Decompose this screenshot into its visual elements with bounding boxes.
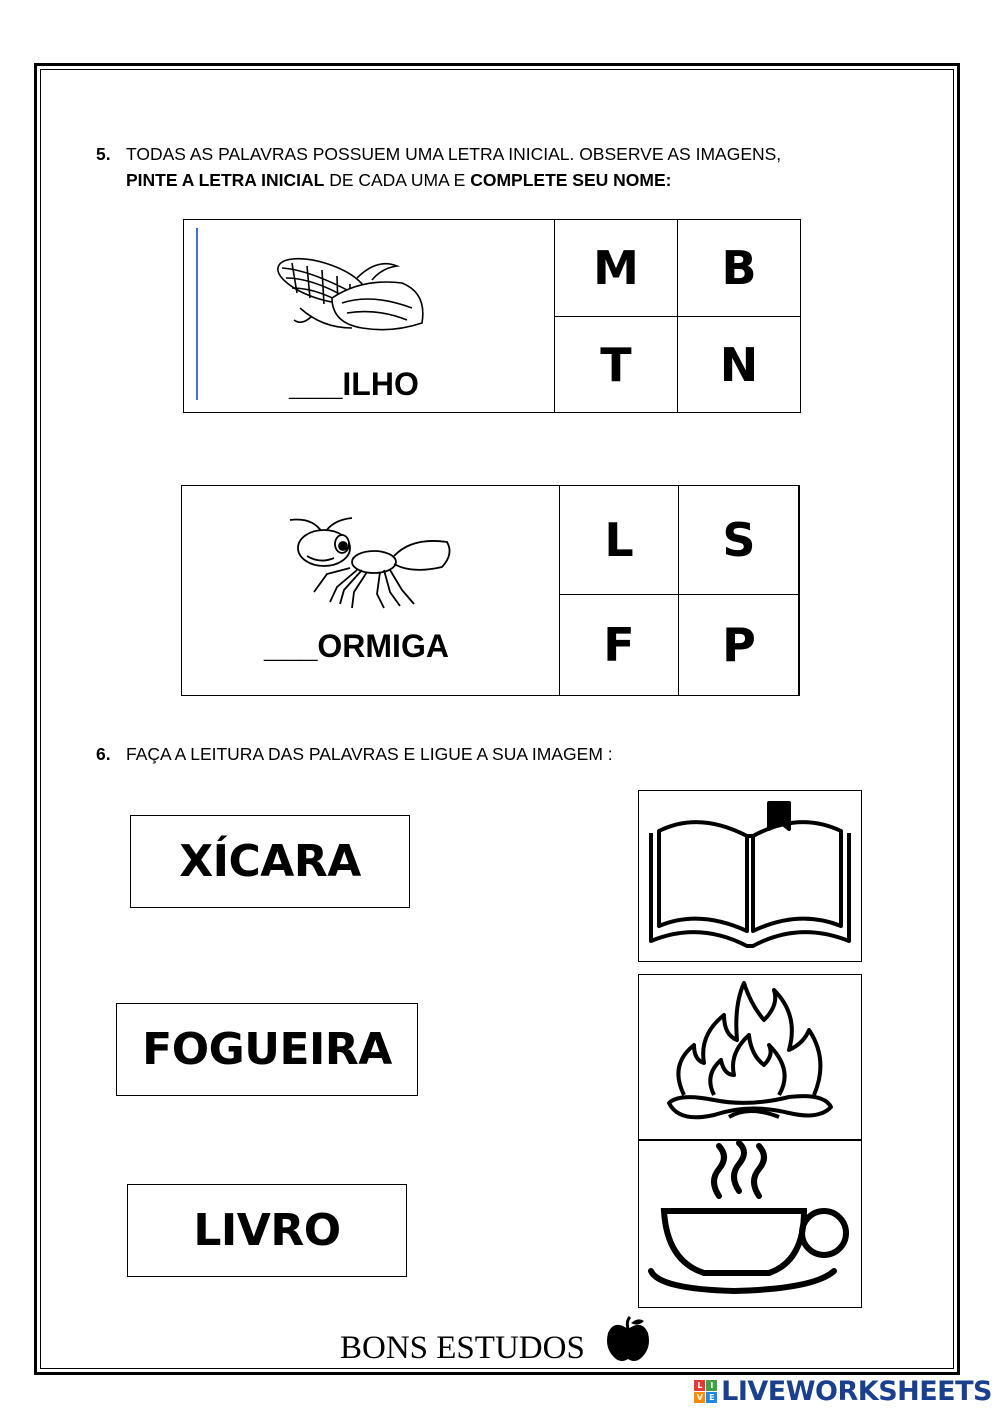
logo-letter: L bbox=[694, 1380, 705, 1391]
logo-letter: E bbox=[706, 1392, 717, 1403]
liveworksheets-logo bbox=[694, 1380, 717, 1403]
picture-box-cup[interactable] bbox=[638, 1140, 862, 1308]
exercise-card-corn bbox=[183, 219, 801, 413]
word-box-fogueira[interactable]: FOGUEIRA bbox=[116, 1003, 418, 1096]
word-box-livro[interactable]: LIVRO bbox=[127, 1184, 407, 1277]
letter-option[interactable]: L bbox=[559, 485, 679, 595]
brand-text: LIVEWORKSHEETS bbox=[721, 1376, 992, 1407]
footer bbox=[340, 1330, 585, 1367]
incomplete-word: ___ILHO bbox=[289, 366, 419, 402]
incomplete-word: ___ORMIGA bbox=[264, 628, 449, 664]
letter-option[interactable]: B bbox=[677, 219, 801, 317]
letter-option[interactable]: M bbox=[554, 219, 678, 317]
question-6 bbox=[96, 741, 613, 767]
exercise-card-ant bbox=[181, 485, 799, 696]
question-number: 6. bbox=[96, 744, 111, 764]
letter-option[interactable]: P bbox=[678, 594, 800, 696]
letter-option[interactable]: N bbox=[677, 316, 801, 413]
corn-icon bbox=[272, 248, 432, 338]
letter-option[interactable]: F bbox=[559, 594, 679, 696]
question-bold-2: COMPLETE SEU NOME: bbox=[470, 170, 672, 190]
picture-box-book[interactable] bbox=[638, 790, 862, 962]
question-text: FAÇA A LEITURA DAS PALAVRAS E LIGUE A SUA IMAGEM : bbox=[126, 744, 613, 764]
letter-option[interactable]: T bbox=[554, 316, 678, 413]
question-5 bbox=[96, 141, 781, 193]
question-text-mid: DE CADA UMA E bbox=[324, 170, 471, 190]
logo-letter: V bbox=[694, 1392, 705, 1403]
cup-icon bbox=[639, 1141, 861, 1307]
liveworksheets-brand bbox=[694, 1376, 992, 1407]
letter-option[interactable]: S bbox=[678, 485, 800, 595]
question-number: 5. bbox=[96, 144, 111, 164]
logo-letter: I bbox=[706, 1380, 717, 1391]
apple-icon bbox=[604, 1315, 652, 1365]
campfire-icon bbox=[639, 975, 861, 1139]
picture-box-campfire[interactable] bbox=[638, 974, 862, 1140]
book-icon bbox=[639, 791, 861, 961]
question-bold-1: PINTE A LETRA INICIAL bbox=[126, 170, 325, 190]
word-box-xicara[interactable]: XÍCARA bbox=[130, 815, 410, 908]
ant-icon bbox=[282, 512, 462, 612]
text-cursor-line bbox=[196, 228, 198, 400]
footer-text: BONS ESTUDOS bbox=[340, 1330, 585, 1366]
question-text-line1: TODAS AS PALAVRAS POSSUEM UMA LETRA INICIAL. OBSERVE AS IMAGENS, bbox=[126, 144, 782, 164]
